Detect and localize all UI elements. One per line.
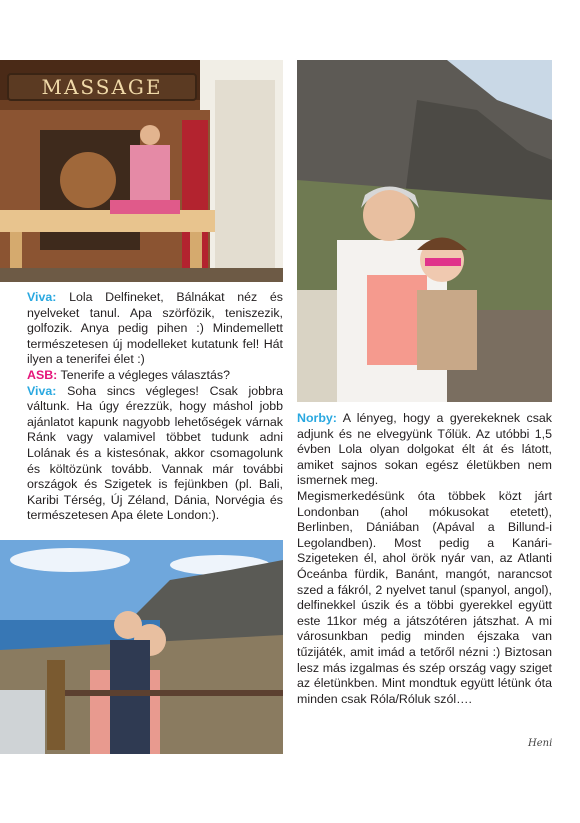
interview-paragraph: [297, 411, 552, 489]
mountain-portrait-photo: [297, 60, 552, 402]
interview-paragraph: [27, 368, 283, 384]
speaker-label: Viva:: [27, 290, 57, 304]
paragraph-text: Lola Delfineket, Bálnákat néz és nyelveket tanul. Apa szörfözik, teniszezik, golfozik. Anya pedig pihen :) Mindemellett természetesen új modelleket kutatunk fel! Hát ilyen a tenerifei élet :): [27, 290, 283, 367]
paragraph-text: Soha sincs végleges! Csak jobbra váltunk. Ha úgy érezzük, hogy máshol jobb ajánlatot kapunk nagyobb lehetőségek várnak Ránk vagy valamivel többet tudunk adni Lolának és a kistesónak, akkor csomagolunk és költözünk tovább. Vannak már további országok és Szigetek is fejünkben (pl. Bali, Karibi Térség, Új Zéland, Dánia, Norvégia és természetesen Apa élete London:).: [27, 383, 283, 523]
author-signature: Heni: [528, 738, 553, 749]
massage-hut-photo: [0, 60, 283, 282]
coastal-mountain-photo: [0, 540, 283, 754]
speaker-label: Viva:: [27, 383, 57, 398]
left-text-column: [27, 290, 283, 524]
speaker-label: Norby:: [297, 411, 337, 425]
interview-paragraph: [27, 290, 283, 368]
right-text-column: [297, 411, 552, 707]
speaker-label: ASB:: [27, 367, 58, 382]
interview-paragraph: [27, 384, 283, 524]
paragraph-text: Megismerkedésünk óta többek közt járt Londonban (ahol mókusokat etetett), Berlinben, Dániában (Apával a Billund-i Legolandben). Most pedig a Kanári-Szigeteken él, ahol örök nyár van, az Atlanti Óceánba fürdik, Banánt, mangót, narancsot szed a fákról, 2 nyelvet tanul (spanyol, angol), delfinekkel úszik és a többi gyerekkel együtt este 11kor még a játszótéren játszhat. A mi városunkban pedig minden éjszaka van tűzijáték, amit imád a tetőről nézni :) Biztosan lesz más izgalmas és szép ország vagy sziget az életünkben. Mint mondtuk együtt létünk óta minden csak Róla/Róluk szól….: [297, 488, 552, 706]
massage-sign-text: MASSAGE: [41, 75, 163, 99]
interview-paragraph: [297, 489, 552, 707]
paragraph-text: Tenerife a végleges választás?: [57, 367, 230, 382]
paragraph-text: A lényeg, hogy a gyerekeknek csak adjunk és ne elvegyünk Tőlük. Az utóbbi 1,5 évben Lola olyan dolgokat élt át és látott, amiket sajnos sokan egész életükben nem ismernek meg.: [297, 411, 552, 488]
